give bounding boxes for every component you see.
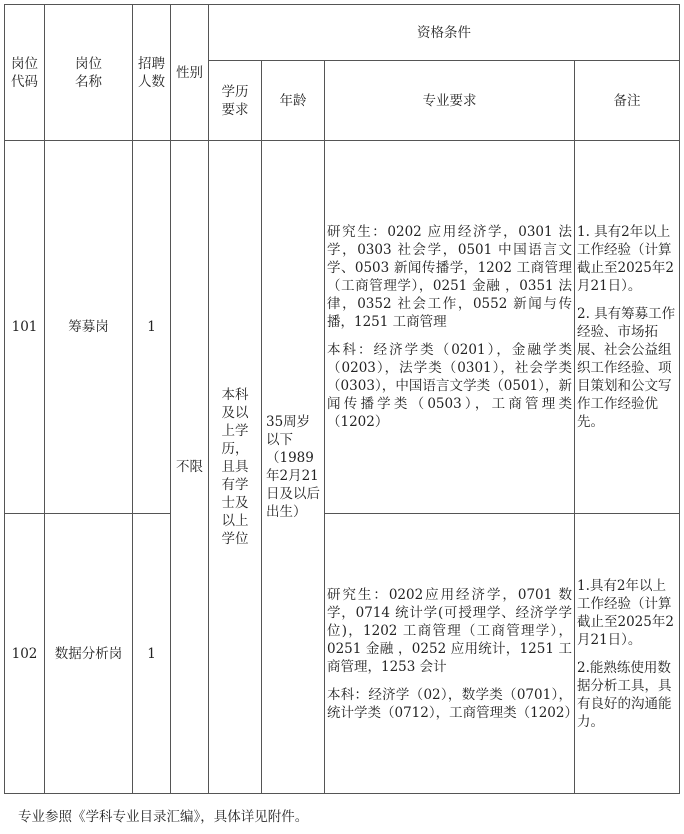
major-undergraduate: 本科：经济学类（0201），金融学类（0203），法学类（0301），社会学类（0303），中国语言文学类（0501），新闻传播学类（0503），工商管理类（1202）: [327, 342, 572, 430]
remark-item: 2. 具有筹募工作经验、市场拓展、社会公益组织工作经验、项目策划和公文写作工作经验优先。: [577, 306, 676, 430]
position-code: 101: [5, 141, 45, 514]
header-position-name: 岗位 名称: [45, 5, 133, 141]
remark-item: 1.具有2年以上工作经验（计算截止至2025年2月21日）。: [577, 577, 674, 648]
footnote: 专业参照《学科专业目录汇编》，具体详见附件。: [18, 809, 309, 825]
remark-item: 1. 具有2年以上工作经验（计算截止至2025年2月21日）。: [577, 224, 674, 294]
header-education: 学历 要求: [209, 61, 262, 141]
header-age: 年龄: [262, 61, 325, 141]
major-graduate: 研究生：0202应用经济学，0701 数学，0714 统计学(可授理学、经济学学位)，1202 工商管理（工商管理学），0251 金融 ，0252 应用统计，1251 工商管理，1253 会计: [327, 586, 572, 675]
major-requirement: [325, 514, 578, 794]
age-requirement: 35周岁以下（1989年2月21日及以后出生）: [262, 141, 325, 794]
remark-item: 2.能熟练使用数据分析工具，具有良好的沟通能力。: [577, 659, 672, 730]
position-name: 数据分析岗: [45, 514, 133, 794]
header-remarks: 备注: [575, 61, 680, 141]
hire-count: 1: [133, 141, 171, 514]
major-graduate: 研究生：0202 应用经济学，0301 法学，0303 社会学，0501 中国语言文学、0503 新闻传播学，1202 工商管理（工商管理学），0251 金融 ，0351 法律，0352 社会工作，0552 新闻与传播，1251 工商管理: [327, 224, 572, 330]
position-code: 102: [5, 514, 45, 794]
table-row: [5, 514, 680, 794]
remarks: [575, 141, 680, 514]
education-requirement: 本科及以上学历，且具有学士及以上学位: [209, 141, 262, 794]
header-hire-count: 招聘 人数: [133, 5, 171, 141]
recruitment-table: [4, 4, 680, 794]
position-name: 筹募岗: [45, 141, 133, 514]
major-requirement: [325, 141, 575, 514]
header-position-code: 岗位 代码: [5, 5, 45, 141]
header-qualifications: 资格条件: [209, 5, 680, 61]
header-major: 专业要求: [325, 61, 575, 141]
hire-count: 1: [133, 514, 171, 794]
table-row: [5, 141, 680, 514]
remarks: [575, 514, 680, 794]
gender-value: 不限: [171, 141, 209, 794]
header-gender: 性别: [171, 5, 209, 141]
major-undergraduate: 本科：经济学（02），数学类（0701），统计学类（0712），工商管理类（1202）: [327, 686, 578, 721]
